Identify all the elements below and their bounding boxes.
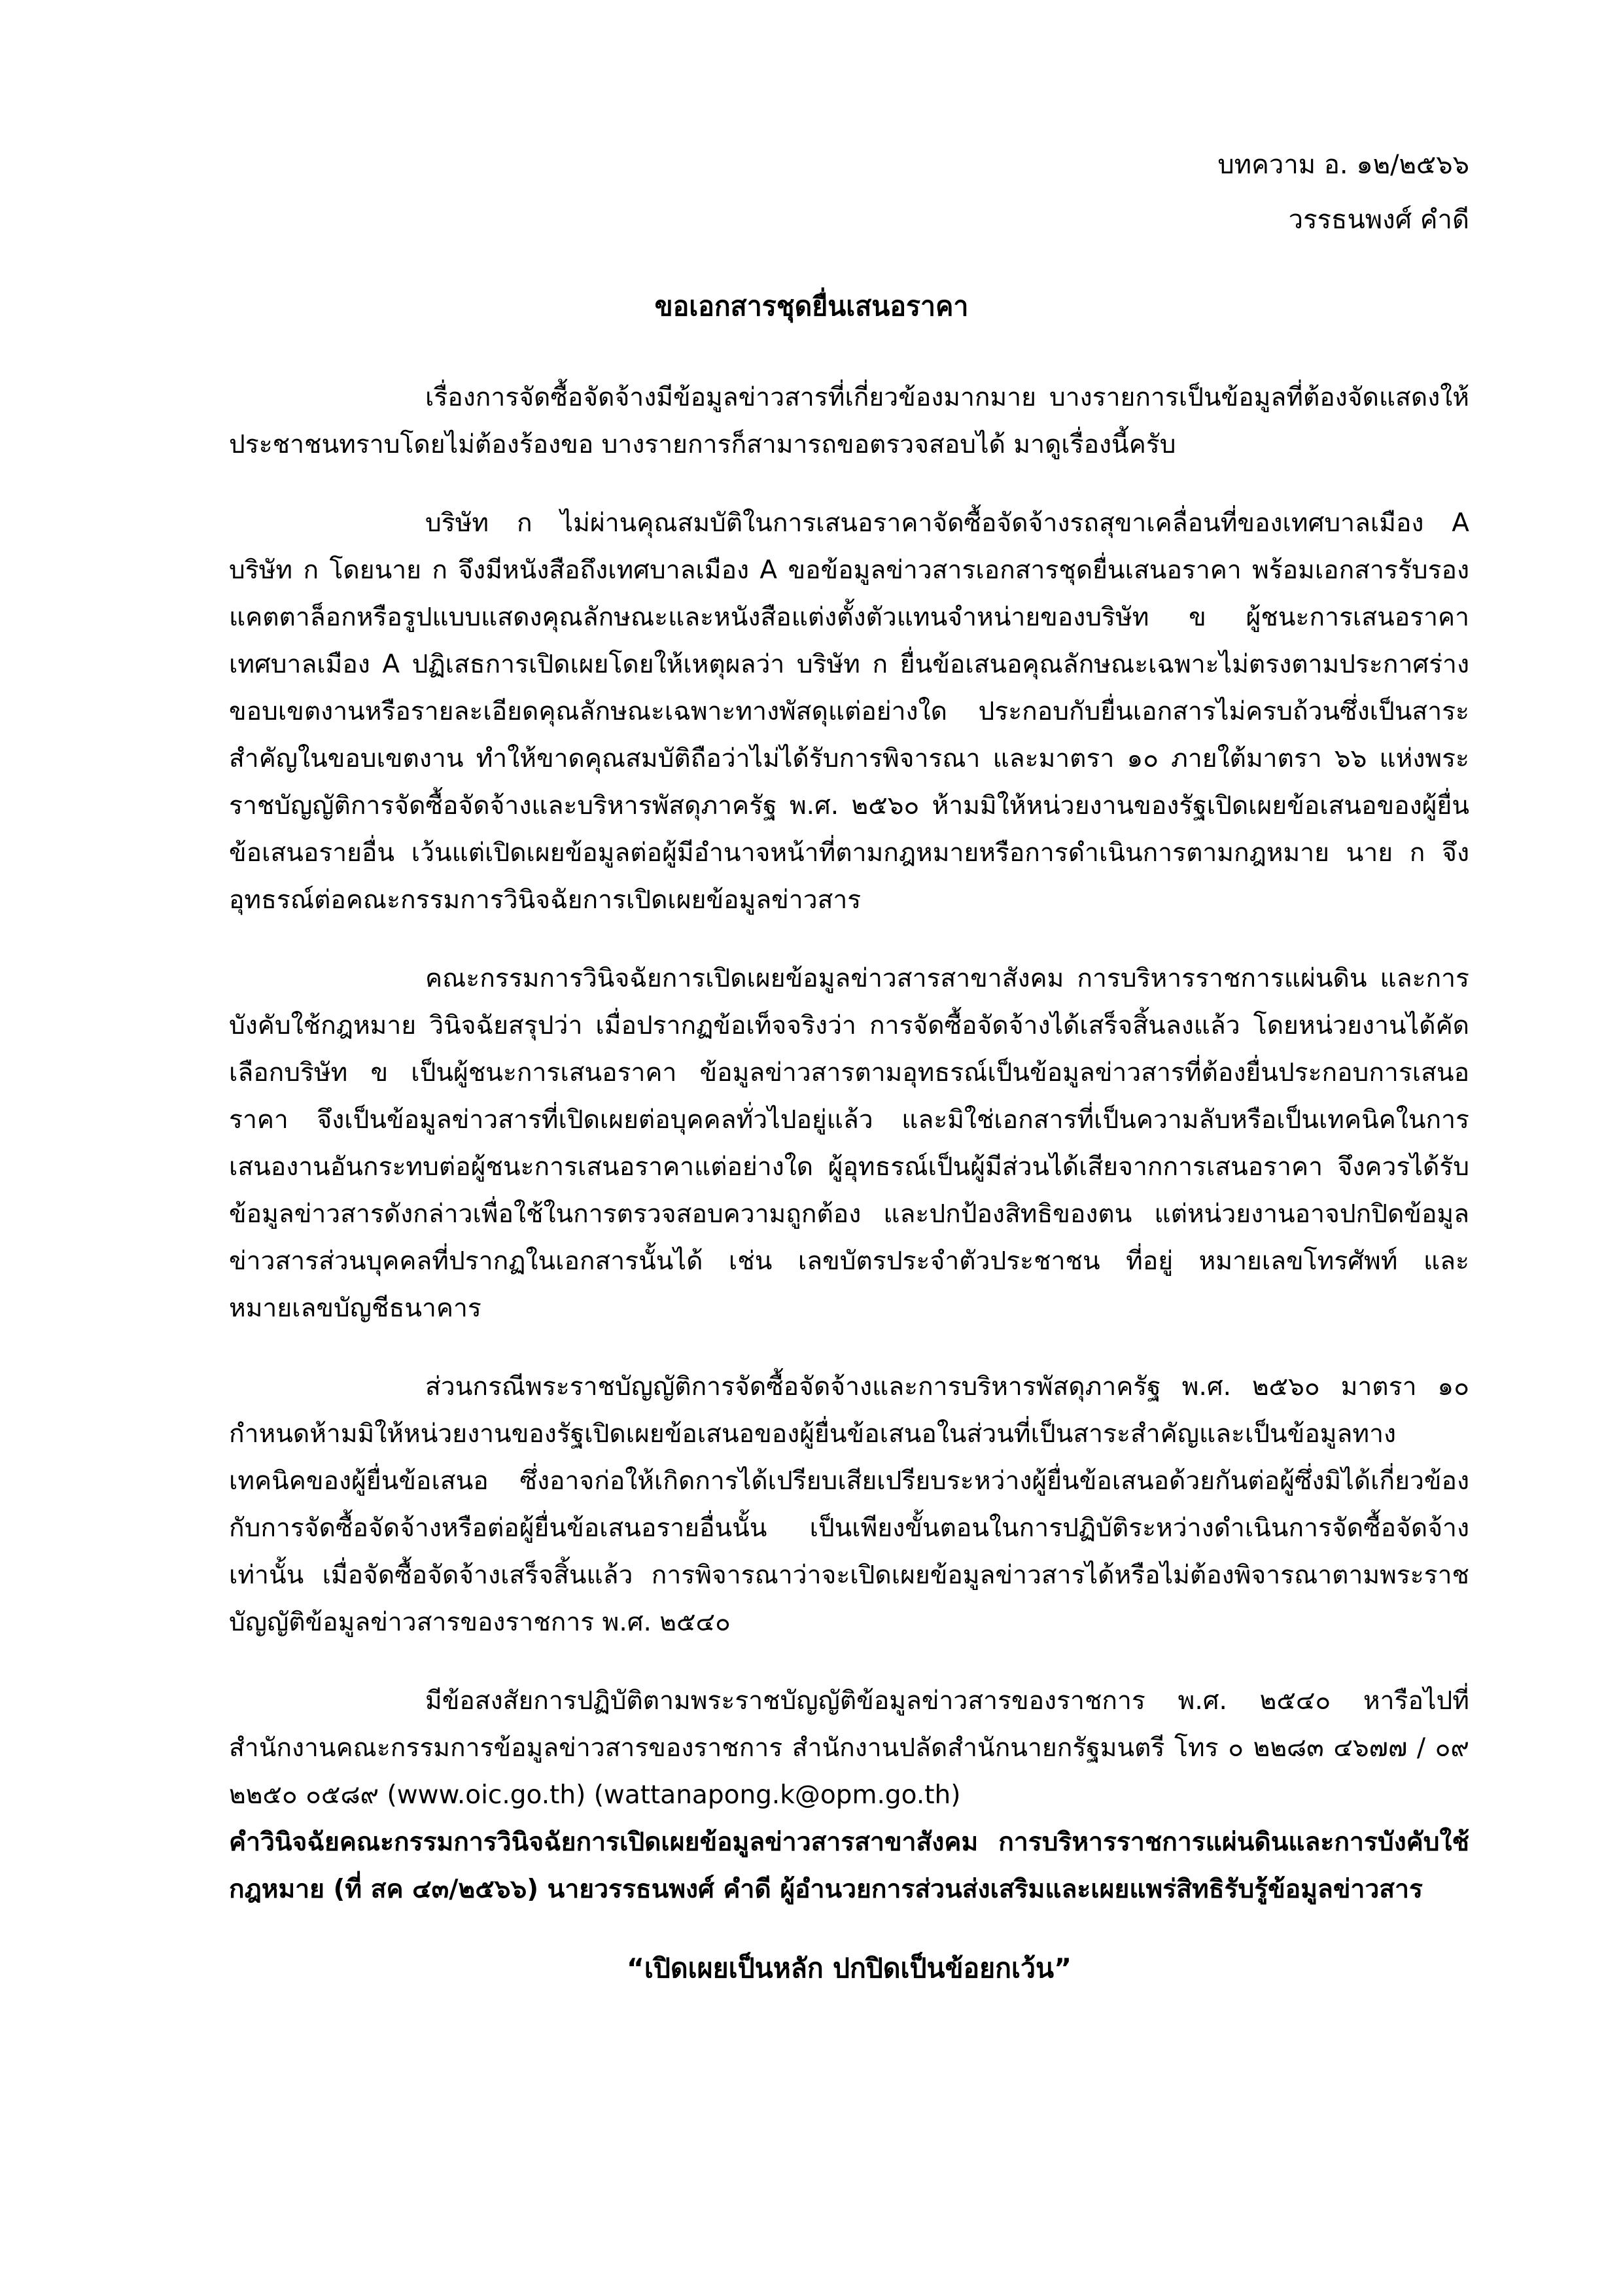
document-header — [1217, 137, 1469, 247]
paragraph-contact: มีข้อสงสัยการปฏิบัติตามพระราชบัญญัติข้อมูลข่าวสารของราชการ พ.ศ. ๒๕๔๐ หารือไปที่สำนักงานคณะกรรมการข้อมูลข่าวสารของราชการ สำนักงานปลัดสำนักนายกรัฐมนตรี โทร ๐ ๒๒๘๓ ๔๖๗๗ / ๐๙ ๒๒๕๐ ๐๕๘๙ (www.oic.go.th) (wattanapong.k@opm.go.th) — [229, 1686, 1469, 1810]
decision-reference: คำวินิจฉัยคณะกรรมการวินิจฉัยการเปิดเผยข้อมูลข่าวสารสาขาสังคม การบริหารราชการแผ่นดินและการบังคับใช้กฎหมาย (ที่ สค ๔๓/๒๕๖๖) นายวรรธนพงศ์ คำดี ผู้อำนวยการส่วนส่งเสริมและเผยแพร่สิทธิรับรู้ข้อมูลข่าวสาร — [229, 1828, 1469, 1904]
paragraph-committee-decision: คณะกรรมการวินิจฉัยการเปิดเผยข้อมูลข่าวสารสาขาสังคม การบริหารราชการแผ่นดิน และการบังคับใช้กฎหมาย วินิจฉัยสรุปว่า เมื่อปรากฏข้อเท็จจริงว่า การจัดซื้อจัดจ้างได้เสร็จสิ้นลงแล้ว โดยหน่วยงานได้คัดเลือกบริษัท ข เป็นผู้ชนะการเสนอราคา ข้อมูลข่าวสารตามอุทธรณ์เป็นข้อมูลข่าวสารที่ต้องยื่นประกอบการเสนอราคา จึงเป็นข้อมูลข่าวสารที่เปิดเผยต่อบุคคลทั่วไปอยู่แล้ว และมิใช่เอกสารที่เป็นความลับหรือเป็นเทคนิคในการเสนองานอันกระทบต่อผู้ชนะการเสนอราคาแต่อย่างใด ผู้อุทธรณ์เป็นผู้มีส่วนได้เสียจากการเสนอราคา จึงควรได้รับข้อมูลข่าวสารดังกล่าวเพื่อใช้ในการตรวจสอบความถูกต้อง และปกป้องสิทธิของตน แต่หน่วยงานอาจปกปิดข้อมูลข่าวสารส่วนบุคคลที่ปรากฏในเอกสารนั้นได้ เช่น เลขบัตรประจำตัวประชาชน ที่อยู่ หมายเลขโทรศัพท์ และหมายเลขบัญชีธนาคาร — [229, 964, 1469, 1323]
document-body — [229, 374, 1469, 1992]
paragraph-intro: เรื่องการจัดซื้อจัดจ้างมีข้อมูลข่าวสารที่เกี่ยวข้องมากมาย บางรายการเป็นข้อมูลที่ต้องจัดแสดงให้ประชาชนทราบโดยไม่ต้องร้องขอ บางรายการก็สามารถขอตรวจสอบได้ มาดูเรื่องนี้ครับ — [229, 383, 1469, 459]
article-number: บทความ อ. ๑๒/๒๕๖๖ — [1217, 150, 1469, 180]
document-title: ขอเอกสารชุดยื่นเสนอราคา — [654, 291, 969, 322]
paragraph-case-facts: บริษัท ก ไม่ผ่านคุณสมบัติในการเสนอราคาจัดซื้อจัดจ้างรถสุขาเคลื่อนที่ของเทศบาลเมือง A บริษัท ก โดยนาย ก จึงมีหนังสือถึงเทศบาลเมือง A ขอข้อมูลข่าวสารเอกสารชุดยื่นเสนอราคา พร้อมเอกสารรับรอง แคตตาล็อกหรือรูปแบบแสดงคุณลักษณะและหนังสือแต่งตั้งตัวแทนจำหน่ายของบริษัท ข ผู้ชนะการเสนอราคา เทศบาลเมือง A ปฏิเสธการเปิดเผยโดยให้เหตุผลว่า บริษัท ก ยื่นข้อเสนอคุณลักษณะเฉพาะไม่ตรงตามประกาศร่างขอบเขตงานหรือรายละเอียดคุณลักษณะเฉพาะทางพัสดุแต่อย่างใด ประกอบกับยื่นเอกสารไม่ครบถ้วนซึ่งเป็นสาระสำคัญในขอบเขตงาน ทำให้ขาดคุณสมบัติถือว่าไม่ได้รับการพิจารณา และมาตรา ๑๐ ภายใต้มาตรา ๖๖ แห่งพระราชบัญญัติการจัดซื้อจัดจ้างและบริหารพัสดุภาครัฐ พ.ศ. ๒๕๖๐ ห้ามมิให้หน่วยงานของรัฐเปิดเผยข้อเสนอของผู้ยื่นข้อเสนอรายอื่น เว้นแต่เปิดเผยข้อมูลต่อผู้มีอำนาจหน้าที่ตามกฎหมายหรือการดำเนินการตามกฎหมาย นาย ก จึงอุทธรณ์ต่อคณะกรรมการวินิจฉัยการเปิดเผยข้อมูลข่าวสาร — [229, 508, 1469, 915]
author-name: วรรธนพงศ์ คำดี — [1288, 205, 1469, 235]
paragraph-procurement-act: ส่วนกรณีพระราชบัญญัติการจัดซื้อจัดจ้างและการบริหารพัสดุภาครัฐ พ.ศ. ๒๕๖๐ มาตรา ๑๐ กำหนดห้ามมิให้หน่วยงานของรัฐเปิดเผยข้อเสนอของผู้ยื่นข้อเสนอในส่วนที่เป็นสาระสำคัญและเป็นข้อมูลทางเทคนิคของผู้ยื่นข้อเสนอ ซึ่งอาจก่อให้เกิดการได้เปรียบเสียเปรียบระหว่างผู้ยื่นข้อเสนอด้วยกันต่อผู้ซึ่งมิได้เกี่ยวข้องกับการจัดซื้อจัดจ้างหรือต่อผู้ยื่นข้อเสนอรายอื่นนั้น เป็นเพียงขั้นตอนในการปฏิบัติระหว่างดำเนินการจัดซื้อจัดจ้างเท่านั้น เมื่อจัดซื้อจัดจ้างเสร็จสิ้นแล้ว การพิจารณาว่าจะเปิดเผยข้อมูลข่าวสารได้หรือไม่ต้องพิจารณาตามพระราชบัญญัติข้อมูลข่าวสารของราชการ พ.ศ. ๒๕๔๐ — [229, 1372, 1469, 1637]
motto: “เปิดเผยเป็นหลัก ปกปิดเป็นข้อยกเว้น” — [626, 1952, 1072, 1984]
